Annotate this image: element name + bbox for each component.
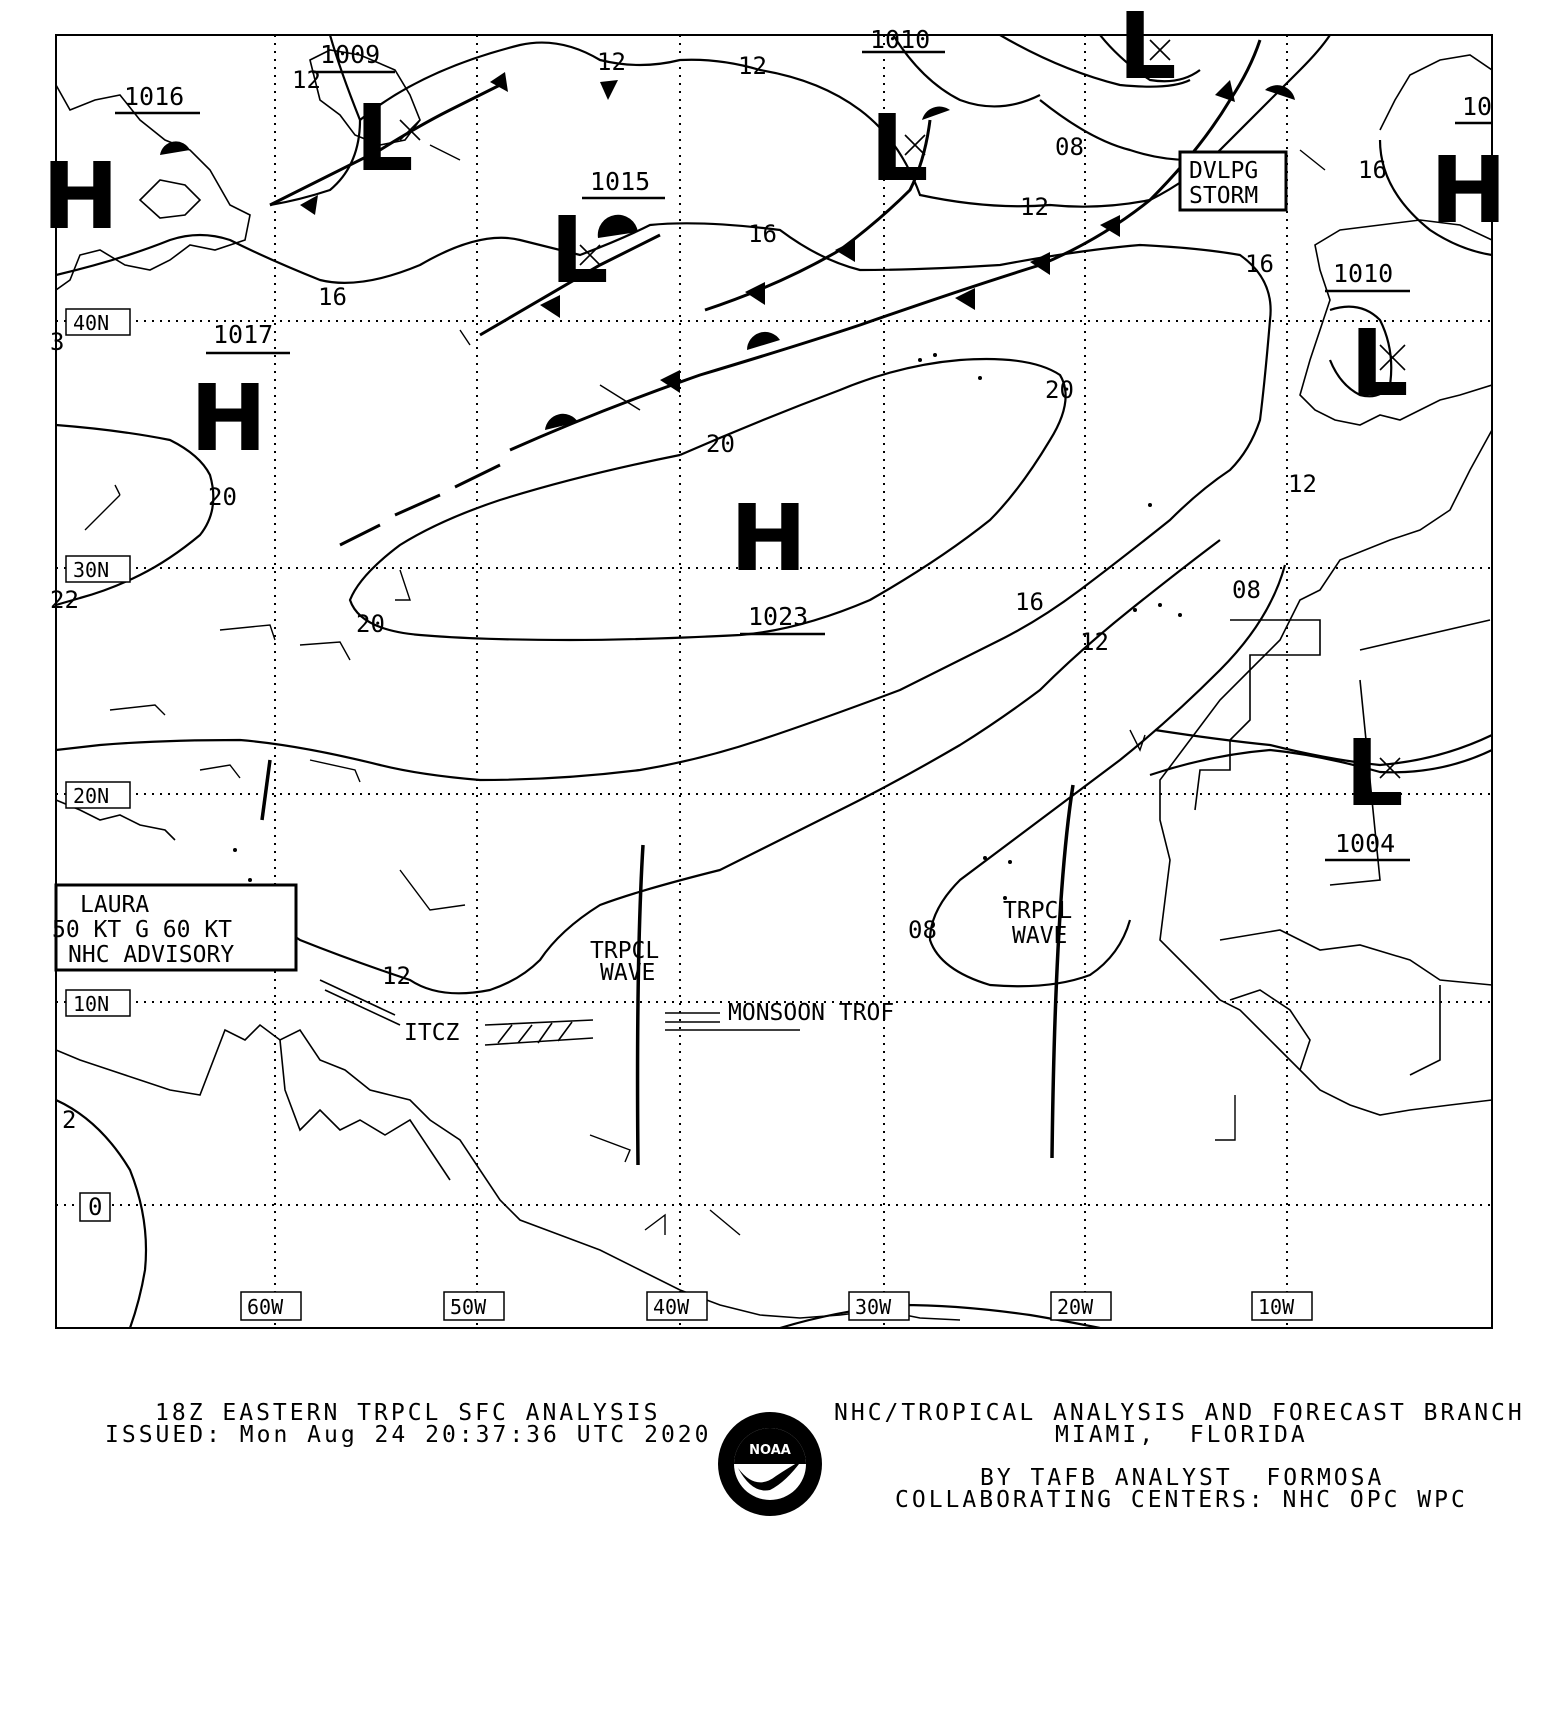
- edge-label-0: 0: [88, 1193, 103, 1221]
- isobar-label-12-f: 12: [1080, 628, 1109, 656]
- lat-label-30n: 30N: [73, 558, 110, 582]
- tropical-wave-west-label-2: WAVE: [600, 960, 656, 986]
- low-center-1010-iberia: L: [1350, 310, 1409, 417]
- noaa-logo-text: NOAA: [749, 1443, 791, 1458]
- footer-title: 18Z EASTERN TRPCL SFC ANALYSIS: [155, 1400, 661, 1426]
- lon-label-10w: 10W: [1258, 1295, 1295, 1319]
- high-center-1023: H: [730, 485, 807, 592]
- low-center-1009: L: [355, 85, 414, 192]
- pressure-value-1017: 1017: [213, 320, 274, 349]
- pressure-value-1009: 1009: [320, 40, 381, 69]
- island-antilles-1: [233, 848, 237, 852]
- tropical-wave-west-label-1: TRPCL: [590, 938, 660, 964]
- high-center-west-edge: H: [42, 143, 119, 250]
- isobar-label-20-c: 20: [1045, 376, 1074, 404]
- lon-label-40w: 40W: [653, 1295, 690, 1319]
- isobar-label-16-e: 16: [1015, 588, 1044, 616]
- lon-label-20w: 20W: [1057, 1295, 1094, 1319]
- island-canary-2: [1158, 603, 1162, 607]
- lat-label-40n: 40N: [73, 311, 110, 335]
- tropical-wave-east-label-2: WAVE: [1012, 923, 1068, 949]
- lon-label-30w: 30W: [855, 1295, 892, 1319]
- island-azores-3: [978, 376, 982, 380]
- footer-centers: COLLABORATING CENTERS: NHC OPC WPC: [895, 1487, 1468, 1513]
- itcz-label: ITCZ: [404, 1020, 460, 1046]
- island-azores-2: [933, 353, 937, 357]
- isobar-label-16-c: 16: [1245, 250, 1274, 278]
- footer-analyst: BY TAFB ANALYST FORMOSA: [980, 1465, 1385, 1491]
- pressure-value-1016: 1016: [124, 82, 185, 111]
- isobar-label-12-d: 12: [1020, 193, 1049, 221]
- pressure-value-1023: 1023: [748, 602, 809, 631]
- low-center-1004: L: [1345, 720, 1404, 827]
- pressure-value-1010-north: 1010: [870, 25, 931, 54]
- island-antilles-2: [248, 878, 252, 882]
- storm-box-line2: STORM: [1189, 183, 1259, 209]
- island-canary-1: [1133, 608, 1137, 612]
- footer-issued: ISSUED: Mon Aug 24 20:37:36 UTC 2020: [105, 1422, 712, 1448]
- noaa-logo: [716, 1410, 824, 1518]
- pressure-value-1015: 1015: [590, 167, 651, 196]
- monsoon-trough-label: MONSOON TROF: [728, 1000, 895, 1026]
- isobar-label-22: 22: [50, 586, 79, 614]
- low-center-top: L: [1118, 0, 1177, 100]
- isobar-label-3: 3: [50, 328, 65, 356]
- low-center-1015: L: [550, 197, 609, 304]
- isobar-label-20-a: 20: [208, 483, 237, 511]
- isobar-label-12-a: 12: [292, 66, 321, 94]
- isobar-label-2: 2: [62, 1106, 77, 1134]
- low-center-1010-north: L: [870, 95, 929, 202]
- isobar-label-08-a: 08: [1055, 133, 1084, 161]
- pressure-value-10-edge: 10: [1462, 92, 1493, 121]
- isobar-label-08-c: 08: [908, 916, 937, 944]
- pressure-value-1010-iberia: 1010: [1333, 259, 1394, 288]
- isobar-label-12-b: 12: [597, 48, 626, 76]
- isobar-label-12-e: 12: [1288, 470, 1317, 498]
- island-canary-3: [1178, 613, 1182, 617]
- advisory-box-line3: NHC ADVISORY: [68, 942, 235, 968]
- isobar-label-20-d: 20: [356, 610, 385, 638]
- advisory-box-line1: LAURA: [80, 892, 150, 918]
- isobar-label-16-b: 16: [748, 220, 777, 248]
- lat-label-20n: 20N: [73, 784, 110, 808]
- high-center-east-edge: H: [1430, 137, 1507, 244]
- lat-label-10n: 10N: [73, 992, 110, 1016]
- footer-office: NHC/TROPICAL ANALYSIS AND FORECAST BRANCH: [834, 1400, 1525, 1426]
- high-center-1017: H: [190, 365, 267, 472]
- footer-location: MIAMI, FLORIDA: [1055, 1422, 1308, 1448]
- isobar-label-12-c: 12: [738, 52, 767, 80]
- isobar-label-20-b: 20: [706, 430, 735, 458]
- isobar-label-08-b: 08: [1232, 576, 1261, 604]
- pressure-value-1004: 1004: [1335, 829, 1396, 858]
- isobar-label-12-south: 12: [382, 962, 411, 990]
- tropical-wave-east-label-1: TRPCL: [1003, 898, 1073, 924]
- island-madeira: [1148, 503, 1152, 507]
- island-cape-verde-2: [1008, 860, 1012, 864]
- advisory-box-line2: 50 KT G 60 KT: [52, 917, 233, 943]
- lon-label-50w: 50W: [450, 1295, 487, 1319]
- isobar-label-16-a: 16: [318, 283, 347, 311]
- storm-box-line1: DVLPG: [1189, 158, 1259, 184]
- island-azores-1: [918, 358, 922, 362]
- lon-label-60w: 60W: [247, 1295, 284, 1319]
- isobar-label-16-d: 16: [1358, 156, 1387, 184]
